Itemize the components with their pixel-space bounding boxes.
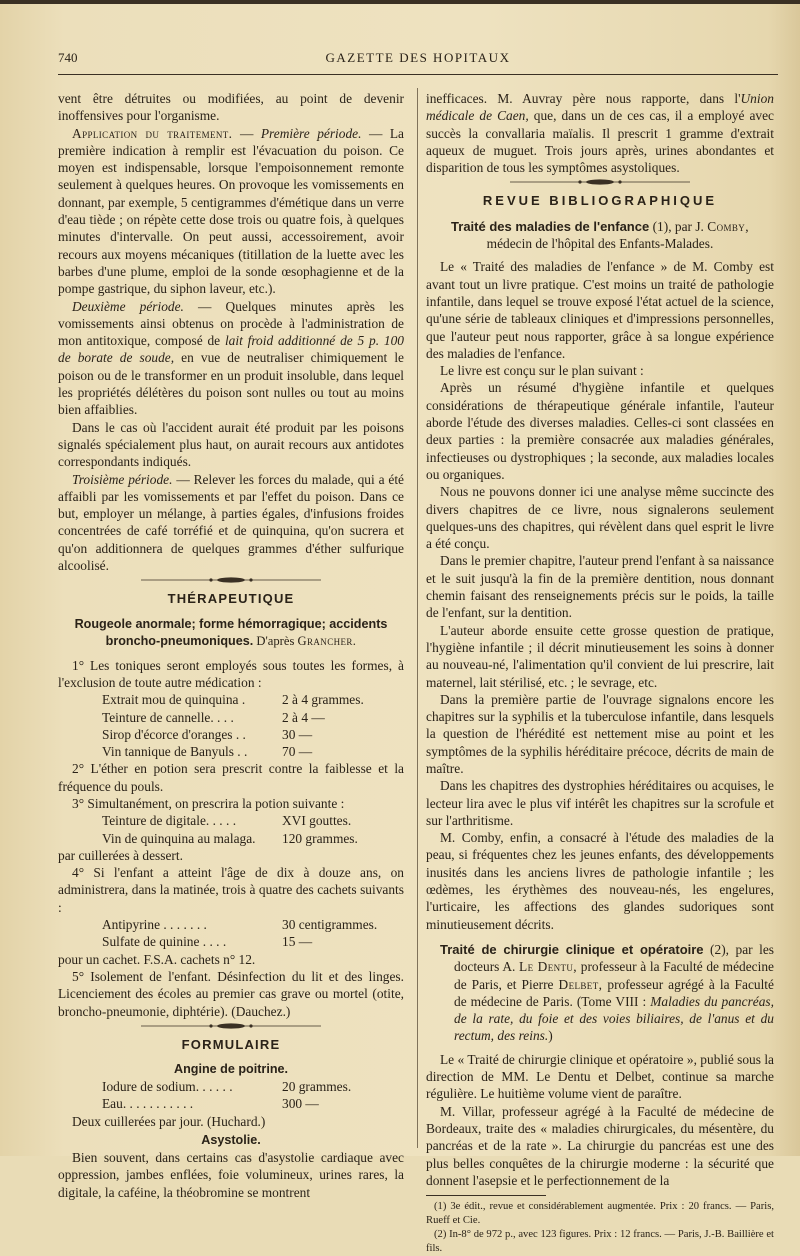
section-heading: REVUE BIBLIOGRAPHIQUE	[482, 193, 718, 209]
article-title: Rougeole anormale; forme hémorragique; accidents	[74, 616, 388, 631]
prescription-row	[58, 933, 404, 950]
paragraph: Dans le cas où l'accident aurait été produit par les poisons signalés spécialement plus haut, on aurait recours aux antidotes correspondants indiqués.	[58, 419, 404, 470]
right-column	[426, 90, 774, 1256]
running-header	[58, 50, 778, 72]
book-title	[426, 218, 774, 253]
paragraph: Nous ne pouvons donner ici une analyse même succincte des divers chapitres de ce livre, nous signalerons seulement quelques-uns des chapitres, qui révèlent dans quel esprit le livre a été conçu.	[426, 484, 774, 552]
article-title-line2	[58, 633, 404, 649]
header-rule	[58, 74, 778, 75]
ingredient: Antipyrine . . . . . . .	[102, 917, 207, 933]
quantity: 300 —	[282, 1096, 319, 1112]
quantity: 20 grammes.	[282, 1079, 352, 1095]
ingredient: Extrait mou de quinquina .	[102, 692, 246, 708]
prescription-row	[58, 916, 404, 933]
paragraph: Deuxième période. — Quelques minutes après les vomissements ainsi obtenus on procède à l'administration de mon antitoxique, composé de lait froid additionné de 5 p. 100 de borate de soude, en vue de neutraliser chimiquement le poison ou de le transformer en un produit insoluble, dans lequel les propriétés délétères du poison sont nulles ou tout au moins bien affaiblies.	[58, 298, 404, 418]
quantity: 2 à 4 —	[282, 709, 325, 725]
prescription-row	[58, 1078, 404, 1095]
page-number: 740	[58, 50, 78, 65]
paragraph: 1° Les toniques seront employés sous toutes les formes, à l'exclusion de toute autre médication :	[58, 657, 404, 690]
run-in-label: Deuxième période.	[72, 298, 184, 314]
article-title-text: broncho-pneumoniques.	[105, 633, 254, 648]
ingredient: Vin de quinquina au malaga.	[102, 830, 256, 846]
paragraph: Après un résumé d'hygiène infantile et quelques considérations de thérapeutique générale infantile, l'auteur aborde l'étude des diverses maladies. Celles-ci sont classées en deux parties : la première consacrée aux maladies générales, infectieuses ou dystrophiques ; la seconde, aux maladies locales ou organiques.	[426, 380, 774, 482]
ornament-rule	[141, 1022, 321, 1030]
paragraph-text: que, dans un de ces cas, il a employé avec succès la convallaria maïalis. Il prescrit 1 gramme d'extrait aqueux de muguet. Trois jours après, urines abondantes et disparition de tous les symptômes asystoliques.	[426, 108, 775, 176]
paragraph: Le « Traité des maladies de l'enfance » de M. Comby est avant tout un livre pratique. C'est moins un traité de pathologie infantile, dans lequel se trouve exposé l'état actuel de la science, qu'une série de tableaux cliniques et d'impressions personnelles, que l'auteur peut nous rapporter, grâce à sa longue expérience des maladies de l'enfance.	[426, 259, 774, 361]
paragraph-text: en vue de neutraliser chimiquement le poison ou de le transformer en un produit insoluble, dans lequel les propriétés délétères du poison sont nulles ou tout au moins bien affaiblies.	[58, 350, 404, 418]
author-name: Grancher.	[297, 633, 357, 648]
section-heading: FORMULAIRE	[181, 1036, 281, 1052]
run-in-label: Troisième période.	[72, 471, 173, 487]
quantity: 2 à 4 grammes.	[282, 692, 364, 708]
paragraph-text: inefficaces. M. Auvray père nous rapporte, dans l'	[426, 91, 741, 106]
paragraph: Dans le premier chapitre, l'auteur prend l'enfant à sa naissance et le suit jusqu'à la fin de la première dentition, nous donnant chemin faisant des renseignements précis sur le poids, la taille de l'enfant, sur la dentition.	[426, 553, 774, 621]
paragraph-text: )	[548, 1028, 553, 1044]
prescription-row	[58, 726, 404, 743]
prescription-list	[58, 812, 404, 847]
paragraph: Dans la première partie de l'ouvrage signalons encore les chapitres sur la syphilis et la tuberculose infantile, dans lesquels la question de l'hérédité est nettement mise au point et les symptômes de la syphilis héréditaire précoce, décrits de main de maître.	[426, 691, 774, 776]
paragraph: Deux cuillerées par jour. (Huchard.)	[72, 1113, 266, 1129]
paragraph: Dans les chapitres des dystrophies héréditaires ou acquises, le lecteur lira avec le plus vif intérêt les chapitres sur la scrofule et sur l'arthritisme.	[426, 778, 774, 828]
italic-text: Maladies du pancréas, de la rate, du foie et des voies biliaires, de l'anus et du rectum, des reins.	[454, 993, 774, 1044]
paragraph: Application du traitement. — Première période. — La première indication à remplir est l'évacuation du poison. Ce moyen est indispensable, lorsque l'empoisonnement remonte seulement à quelques heures. On provoque les vomissements en donnant, par exemple, 5 centigrammes d'émétique dans un verre d'eau tiède ; on répète cette dose trois ou quatre fois, à quelques minutes d'intervalle. On peut aussi, accessoirement, avoir recours aux moyens mécaniques (titillation de la luette avec les barbes d'une plume, emploi de la sonde œsophagienne et de la pompe gastrique, du siphon laveur, etc.).	[58, 125, 404, 297]
footnote: (2) In-8° de 972 p., avec 123 figures. Prix : 12 francs. — Paris, J.-B. Baillière et fils.	[426, 1229, 774, 1255]
italic-text: lait froid additionné de 5 p. 100 de borate de soude,	[58, 333, 404, 366]
ornament-rule	[141, 576, 321, 584]
paragraph: 3° Simultanément, on prescrira la potion suivante :	[72, 795, 345, 811]
paragraph: M. Villar, professeur agrégé à la Faculté de médecine de Bordeaux, traite des « maladies chirurgicales, du mésentère, du pancréas et de la rate ». La chirurgie du pancréas est une des plus belles conquêtes de la chirurgie moderne : la sécurité que donnent l'asepsie et le perfectionnement de la	[426, 1103, 774, 1188]
paragraph: pour un cachet. F.S.A. cachets n° 12.	[58, 951, 256, 967]
paragraph-text: professeur agrégé à la Faculté de médecine de Paris. (Tome VIII :	[454, 976, 774, 1009]
footnotes	[426, 1200, 774, 1256]
author-name: Delbet,	[558, 976, 603, 992]
italic-text: Union médicale de Caen,	[426, 91, 774, 124]
paragraph: 2° L'éther en potion sera prescrit contre la faiblesse et la fréquence du pouls.	[58, 761, 404, 794]
prescription-row	[58, 709, 404, 726]
left-column	[58, 90, 404, 1201]
prescription-row	[58, 691, 404, 708]
prescription-row	[58, 812, 404, 829]
ingredient: Iodure de sodium. . . . . .	[102, 1079, 233, 1095]
attribution: D'après	[256, 633, 295, 648]
paragraph-text: Relever les forces du malade, qui a été affaibli par les vomissements et par l'effet du poison. Dans ce but, employer un mélange, à parties égales, d'infusions froides concentrées de café torréfié et de quinquina, qu'on sucrera et qu'on additionnera de quelques grammes d'éther sulfurique alcoolisé.	[58, 471, 404, 574]
quantity: 120 grammes.	[282, 830, 358, 846]
ingredient: Vin tannique de Banyuls . .	[102, 744, 248, 760]
prescription-row	[58, 743, 404, 760]
ingredient: Sulfate de quinine . . . .	[102, 934, 227, 950]
prescription-list	[58, 916, 404, 951]
book-title	[440, 941, 774, 1045]
ingredient: Eau. . . . . . . . . . .	[102, 1096, 194, 1112]
book-title-text: Traité de chirurgie clinique et opératoire	[440, 941, 704, 957]
ornament-rule	[510, 178, 690, 186]
prescription-row	[58, 830, 404, 847]
paragraph: M. Comby, enfin, a consacré à l'étude des maladies de la peau, si fréquentes chez les jeunes enfants, des développements inusités dans les anciens livres de pathologie infantile ; les œdèmes, les érythèmes des nouveau-nés, les engelures, l'urticaire, les affections des glandes sudoriques sont minutieusement décrits.	[426, 830, 774, 932]
paragraph: Bien souvent, dans certains cas d'asystolie cardiaque avec oppression, jambes enflées, foie volumineux, urines rares, la digitale, la caféine, la théobromine se montrent	[58, 1150, 404, 1200]
paragraph-text: La première indication à remplir est l'évacuation du poison. Ce moyen est indispensable, lorsque l'empoisonnement remonte seulement à quelques heures. On provoque les vomissements en donnant, par exemple, 5 centigrammes d'émétique dans un verre d'eau tiède ; on répète cette dose trois ou quatre fois, à quelques minutes d'intervalle. On peut aussi, accessoirement, avoir recours aux moyens mécaniques (titillation de la luette avec les barbes d'une plume, emploi de la sonde œsophagienne et de la pompe gastrique, du siphon laveur, etc.).	[58, 125, 404, 297]
quantity: 30 —	[282, 726, 313, 742]
paragraph: 5° Isolement de l'enfant. Désinfection du lit et des linges. Licenciement des écoles au premier cas grave ou mortel (otite, broncho-pneumonie, diphtérie). (Dauchez.)	[58, 968, 404, 1019]
article-title: Angine de poitrine.	[173, 1062, 289, 1077]
note-ref: (1), par J.	[652, 218, 704, 234]
prescription-row	[58, 1095, 404, 1112]
paragraph: par cuillerées à dessert.	[58, 847, 183, 863]
quantity: 15 —	[282, 934, 313, 950]
paragraph-text: professeur à la Faculté de médecine de Paris, et Pierre	[454, 959, 774, 992]
ingredient: Sirop d'écorce d'oranges . .	[102, 726, 246, 742]
paragraph: vent être détruites ou modifiées, au point de devenir inoffensives pour l'organisme.	[58, 91, 404, 124]
journal-title: GAZETTE DES HOPITAUX	[325, 50, 511, 65]
section-heading: THÉRAPEUTIQUE	[167, 591, 295, 607]
prescription-list	[58, 1078, 404, 1113]
book-title-text: Traité des maladies de l'enfance	[451, 218, 650, 234]
top-edge	[0, 0, 800, 4]
paragraph-text: (2), par les docteurs A.	[454, 941, 774, 975]
author-name: Comby,	[707, 218, 749, 234]
paragraph: L'auteur aborde ensuite cette grosse question de pratique, l'hygiène infantile ; il décrit minutieusement les soins à donner au nouveau-né, l'alimentation qu'il convient de lui prescrire, lait maternel, lait stérilisé, etc. ; le sevrage, etc.	[426, 622, 774, 690]
paragraph: Le « Traité de chirurgie clinique et opératoire », publié sous la direction de MM. Le Dentu et Delbet, continue sa marche régulière. Le huitième volume vient de paraître.	[426, 1051, 774, 1102]
quantity: 70 —	[282, 744, 313, 760]
column-divider	[417, 88, 418, 1148]
quantity: 30 centigrammes.	[282, 917, 378, 933]
prescription-list	[58, 691, 404, 760]
article-title: Asystolie.	[201, 1133, 261, 1148]
author-affiliation: médecin de l'hôpital des Enfants-Malades.	[486, 236, 714, 252]
footnote-rule	[426, 1195, 546, 1196]
paragraph-text: Quelques minutes après les vomissements ainsi obtenus on procède à l'administration de mon antitoxique, composé de	[58, 298, 404, 349]
run-in-label: Application du traitement.	[72, 125, 233, 141]
quantity: XVI gouttes.	[282, 813, 352, 829]
run-in-label: Première période.	[260, 125, 362, 141]
footnote: (1) 3e édit., revue et considérablement augmentée. Prix : 20 francs. — Paris, Rueff et Cie.	[426, 1201, 774, 1227]
paragraph: 4° Si l'enfant a atteint l'âge de dix à douze ans, on administrera, dans la matinée, trois à quatre des cachets suivants :	[58, 865, 404, 915]
paragraph	[426, 90, 774, 176]
author-name: Le Dentu,	[519, 959, 578, 975]
paragraph: Le livre est conçu sur le plan suivant :	[440, 363, 644, 379]
paragraph: Troisième période. — Relever les forces du malade, qui a été affaibli par les vomissements et par l'effet du poison. Dans ce but, employer un mélange, à parties égales, d'infusions froides concentrées de café torréfié et de quinquina, qu'on sucrera et qu'on additionnera de quelques grammes d'éther sulfurique alcoolisé.	[58, 471, 404, 574]
ingredient: Teinture de cannelle. . . .	[102, 709, 234, 725]
ingredient: Teinture de digitale. . . . .	[102, 813, 237, 829]
